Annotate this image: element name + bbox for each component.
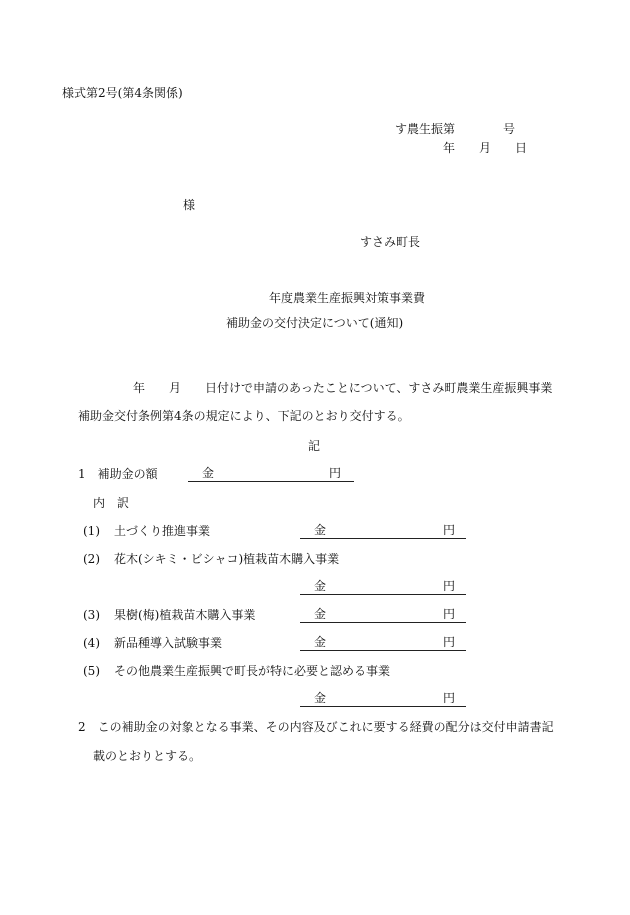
item-2-number: (2) — [83, 552, 100, 566]
en-label: 円 — [443, 607, 456, 621]
addressee-suffix: 様 — [183, 198, 196, 212]
en-label: 円 — [443, 579, 456, 593]
item-5-amount-field — [300, 692, 466, 707]
form-label: 様式第2号(第4条関係) — [62, 86, 183, 100]
item-4-number: (4) — [83, 636, 100, 650]
item-3-amount-field — [300, 608, 466, 623]
kin-label: 金 — [314, 607, 327, 621]
en-label: 円 — [443, 691, 456, 705]
item-2-amount-field — [300, 580, 466, 595]
subsidy-amount-field — [188, 467, 354, 482]
en-label: 円 — [443, 635, 456, 649]
kin-label: 金 — [314, 579, 327, 593]
breakdown-label: 内 訳 — [93, 496, 130, 510]
title-line-2: 補助金の交付決定について(通知) — [226, 316, 404, 330]
document-number: す農生振第 号 — [395, 122, 516, 136]
item-1-label: 土づくり推進事業 — [114, 524, 211, 538]
ki-heading: 記 — [308, 439, 321, 453]
item-5-number: (5) — [83, 664, 100, 678]
section-2-line-1: 2 この補助金の対象となる事業、その内容及びこれに要する経費の配分は交付申請書記 — [78, 720, 554, 734]
kin-label: 金 — [202, 466, 215, 480]
item-5-label: その他農業生産振興で町長が特に必要と認める事業 — [114, 664, 391, 678]
item-3-label: 果樹(梅)植栽苗木購入事業 — [114, 608, 256, 622]
item-4-amount-field — [300, 636, 466, 651]
kin-label: 金 — [314, 523, 327, 537]
en-label: 円 — [443, 523, 456, 537]
en-label: 円 — [329, 466, 342, 480]
item-1-number: (1) — [83, 524, 100, 538]
body-paragraph-line-1: 年 月 日付けで申請のあったことについて、すさみ町農業生産振興事業 — [133, 381, 553, 395]
date-line: 年 月 日 — [443, 141, 528, 155]
issuer-name: すさみ町長 — [360, 235, 421, 249]
title-line-1: 年度農業生産振興対策事業費 — [269, 291, 426, 305]
kin-label: 金 — [314, 635, 327, 649]
item-2-label: 花木(シキミ・ビシャコ)植栽苗木購入事業 — [114, 552, 340, 566]
section-2-line-2: 載のとおりとする。 — [93, 749, 202, 763]
subsidy-amount-label: 1 補助金の額 — [78, 467, 158, 481]
body-paragraph-line-2: 補助金交付条例第4条の規定により、下記のとおり交付する。 — [78, 409, 410, 423]
item-3-number: (3) — [83, 608, 100, 622]
kin-label: 金 — [314, 691, 327, 705]
item-1-amount-field — [300, 524, 466, 539]
item-4-label: 新品種導入試験事業 — [114, 636, 223, 650]
